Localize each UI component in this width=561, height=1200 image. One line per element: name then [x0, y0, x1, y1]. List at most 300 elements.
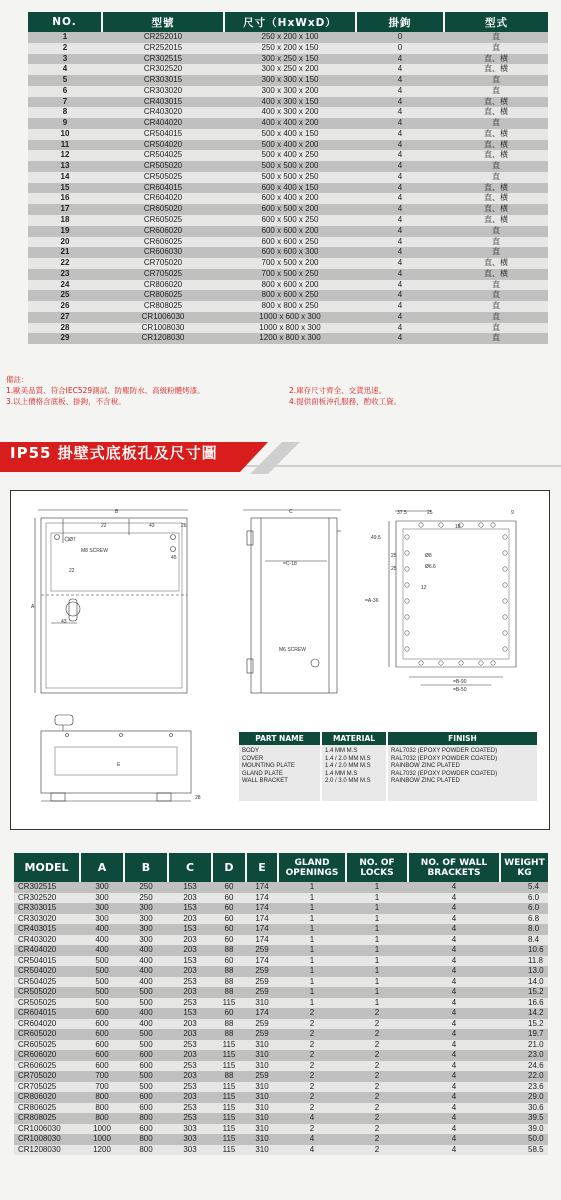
- cell-weight: 14.2: [500, 1008, 548, 1019]
- row-no: 25: [28, 290, 102, 301]
- cell-weight: 6.8: [500, 914, 548, 925]
- header-d: D: [212, 853, 246, 882]
- cell-d: 115: [212, 1145, 246, 1156]
- cell-b: 300: [124, 924, 168, 935]
- table-row: [28, 97, 548, 108]
- cell-a: 600: [80, 1040, 124, 1051]
- cell-gland: 1: [278, 987, 346, 998]
- row-type: 直: [444, 280, 548, 291]
- table-row: [14, 977, 548, 988]
- dim-b90: =B-90: [453, 679, 467, 685]
- row-type: 直: [444, 75, 548, 86]
- row-hooks: 4: [356, 204, 444, 215]
- row-no: 6: [28, 86, 102, 97]
- row-hooks: 4: [356, 172, 444, 183]
- cell-a: 300: [80, 903, 124, 914]
- cell-a: 1200: [80, 1145, 124, 1156]
- cell-weight: 16.6: [500, 998, 548, 1009]
- cell-d: 60: [212, 893, 246, 904]
- table-row: [28, 75, 548, 86]
- cell-c: 253: [168, 977, 212, 988]
- cell-e: 310: [246, 1050, 278, 1061]
- material-value: 1.4 MM M.S: [325, 748, 358, 754]
- part-name: BODY: [242, 748, 260, 754]
- cell-locks: 1: [346, 998, 408, 1009]
- dim-49-5: 49.5: [371, 535, 381, 541]
- row-hooks: 4: [356, 247, 444, 258]
- cell-c: 203: [168, 893, 212, 904]
- cell-gland: 1: [278, 956, 346, 967]
- cell-model: CR504020: [14, 966, 80, 977]
- row-hooks: 0: [356, 32, 444, 43]
- dim-18: 18: [455, 524, 461, 530]
- finish-value: RAINBOW ZINC PLATED: [391, 778, 460, 785]
- cell-a: 800: [80, 1092, 124, 1103]
- cell-a: 500: [80, 998, 124, 1009]
- row-hooks: 4: [356, 215, 444, 226]
- row-hooks: 4: [356, 269, 444, 280]
- dim-b: B: [115, 509, 119, 515]
- cell-locks: 1: [346, 977, 408, 988]
- row-dimensions: 400 x 300 x 150: [224, 97, 356, 108]
- cell-b: 400: [124, 966, 168, 977]
- cell-c: 253: [168, 1103, 212, 1114]
- cell-c: 303: [168, 1145, 212, 1156]
- cell-d: 88: [212, 1029, 246, 1040]
- cell-model: CR605025: [14, 1040, 80, 1051]
- row-model: CR303020: [102, 86, 224, 97]
- row-dimensions: 600 x 500 x 200: [224, 204, 356, 215]
- table-row: [28, 183, 548, 194]
- row-no: 7: [28, 97, 102, 108]
- dim-a: A: [31, 604, 35, 610]
- dim-a36: =A-36: [365, 598, 379, 604]
- cell-a: 300: [80, 882, 124, 893]
- cell-model: CR403015: [14, 924, 80, 935]
- row-type: 直、橫: [444, 269, 548, 280]
- header-locks: NO. OF LOCKS: [346, 853, 408, 882]
- cell-brackets: 4: [408, 1082, 500, 1093]
- label-m8-screw: M8 SCREW: [81, 548, 108, 554]
- cell-e: 310: [246, 1040, 278, 1051]
- row-dimensions: 600 x 600 x 250: [224, 237, 356, 248]
- row-model: CR605025: [102, 215, 224, 226]
- note-4: 4.提供面板沖孔服務，酌收工資。: [289, 397, 402, 406]
- part-name: COVER: [242, 755, 264, 762]
- cell-b: 500: [124, 1071, 168, 1082]
- cell-d: 115: [212, 1050, 246, 1061]
- table-row: [28, 43, 548, 54]
- header-part-name: PART NAME: [239, 732, 321, 745]
- table-row: [14, 1029, 548, 1040]
- cell-locks: 2: [346, 1082, 408, 1093]
- cell-gland: 2: [278, 1040, 346, 1051]
- cell-c: 253: [168, 998, 212, 1009]
- cell-brackets: 4: [408, 998, 500, 1009]
- cell-model: CR1008030: [14, 1134, 80, 1145]
- row-dimensions: 800 x 800 x 250: [224, 301, 356, 312]
- header-type: 型式: [444, 12, 548, 32]
- row-hooks: 4: [356, 75, 444, 86]
- row-model: CR605020: [102, 204, 224, 215]
- cell-b: 600: [124, 1103, 168, 1114]
- row-model: CR403020: [102, 107, 224, 118]
- cell-model: CR504015: [14, 956, 80, 967]
- row-dimensions: 700 x 500 x 250: [224, 269, 356, 280]
- cell-e: 174: [246, 956, 278, 967]
- cell-c: 153: [168, 1008, 212, 1019]
- row-dimensions: 1000 x 600 x 300: [224, 312, 356, 323]
- cell-d: 88: [212, 1019, 246, 1030]
- cell-d: 115: [212, 998, 246, 1009]
- cell-brackets: 4: [408, 966, 500, 977]
- materials-cell: [321, 745, 387, 801]
- row-dimensions: 500 x 500 x 250: [224, 172, 356, 183]
- cell-brackets: 4: [408, 903, 500, 914]
- cell-weight: 15.2: [500, 1019, 548, 1030]
- cell-weight: 11.8: [500, 956, 548, 967]
- row-type: 直、橫: [444, 54, 548, 65]
- row-model: CR705020: [102, 258, 224, 269]
- table-row: [28, 118, 548, 129]
- row-no: 27: [28, 312, 102, 323]
- cell-d: 88: [212, 1071, 246, 1082]
- row-hooks: 4: [356, 64, 444, 75]
- dim-43: 43: [149, 523, 155, 529]
- cell-d: 60: [212, 924, 246, 935]
- part-names-cell: [239, 745, 321, 801]
- cell-weight: 23.6: [500, 1082, 548, 1093]
- row-hooks: 4: [356, 333, 444, 344]
- cell-model: CR806020: [14, 1092, 80, 1103]
- cell-e: 259: [246, 1029, 278, 1040]
- table-row: [14, 945, 548, 956]
- row-type: 直、橫: [444, 140, 548, 151]
- row-model: CR404020: [102, 118, 224, 129]
- header-b: B: [124, 853, 168, 882]
- model-spec-table: [14, 853, 548, 1155]
- finishes-cell: [387, 745, 537, 801]
- row-model: CR505025: [102, 172, 224, 183]
- table-row: [28, 86, 548, 97]
- cell-a: 400: [80, 945, 124, 956]
- cell-a: 700: [80, 1082, 124, 1093]
- row-no: 19: [28, 226, 102, 237]
- row-no: 12: [28, 150, 102, 161]
- cell-e: 174: [246, 924, 278, 935]
- table-row: [14, 987, 548, 998]
- row-no: 16: [28, 193, 102, 204]
- cell-c: 153: [168, 882, 212, 893]
- cell-brackets: 4: [408, 1008, 500, 1019]
- table-row: [28, 280, 548, 291]
- cell-d: 60: [212, 956, 246, 967]
- dim-43b: 43: [61, 619, 67, 625]
- row-dimensions: 500 x 400 x 150: [224, 129, 356, 140]
- row-model: CR606025: [102, 237, 224, 248]
- cell-locks: 1: [346, 914, 408, 925]
- table-row: [28, 323, 548, 334]
- cell-a: 1000: [80, 1134, 124, 1145]
- row-type: 直: [444, 312, 548, 323]
- cell-b: 400: [124, 956, 168, 967]
- cell-a: 400: [80, 935, 124, 946]
- cell-d: 60: [212, 903, 246, 914]
- cell-c: 203: [168, 935, 212, 946]
- row-type: 直: [444, 161, 548, 172]
- dim-9: 9: [511, 510, 514, 516]
- cell-b: 250: [124, 882, 168, 893]
- cell-a: 600: [80, 1061, 124, 1072]
- cell-locks: 1: [346, 966, 408, 977]
- row-model: CR806025: [102, 290, 224, 301]
- cell-weight: 19.7: [500, 1029, 548, 1040]
- row-model: CR504025: [102, 150, 224, 161]
- cell-brackets: 4: [408, 1134, 500, 1145]
- cell-b: 400: [124, 1008, 168, 1019]
- cell-weight: 21.0: [500, 1040, 548, 1051]
- table-row: [28, 301, 548, 312]
- cell-c: 203: [168, 914, 212, 925]
- row-no: 8: [28, 107, 102, 118]
- part-name: GLAND PLATE: [242, 770, 283, 777]
- table-row: [28, 247, 548, 258]
- cell-model: CR505020: [14, 987, 80, 998]
- cell-e: 174: [246, 893, 278, 904]
- cell-gland: 2: [278, 1082, 346, 1093]
- cell-c: 153: [168, 924, 212, 935]
- row-dimensions: 300 x 300 x 150: [224, 75, 356, 86]
- cell-d: 115: [212, 1113, 246, 1124]
- cell-model: CR604015: [14, 1008, 80, 1019]
- row-dimensions: 600 x 400 x 150: [224, 183, 356, 194]
- cell-a: 300: [80, 914, 124, 925]
- row-no: 18: [28, 215, 102, 226]
- cell-a: 500: [80, 956, 124, 967]
- cell-brackets: 4: [408, 882, 500, 893]
- header-c: C: [168, 853, 212, 882]
- cell-c: 253: [168, 1040, 212, 1051]
- row-no: 1: [28, 32, 102, 43]
- row-type: 直、橫: [444, 204, 548, 215]
- cell-d: 60: [212, 914, 246, 925]
- cell-a: 800: [80, 1113, 124, 1124]
- dim-22a: 22: [101, 523, 107, 529]
- table-row: [14, 935, 548, 946]
- cell-model: CR705025: [14, 1082, 80, 1093]
- row-type: 直: [444, 290, 548, 301]
- part-name: MOUNTING PLATE: [242, 763, 295, 770]
- cell-gland: 1: [278, 882, 346, 893]
- row-model: CR302520: [102, 64, 224, 75]
- row-no: 17: [28, 204, 102, 215]
- dim-25b: 25: [391, 553, 397, 559]
- row-no: 5: [28, 75, 102, 86]
- table-row: [14, 1124, 548, 1135]
- table-row: [14, 1008, 548, 1019]
- table-row: [28, 204, 548, 215]
- dimension-drawing-panel: [10, 490, 550, 830]
- row-model: CR808025: [102, 301, 224, 312]
- table-row: [14, 1040, 548, 1051]
- cell-e: 310: [246, 1134, 278, 1145]
- table-row: [14, 1019, 548, 1030]
- cell-model: CR604020: [14, 1019, 80, 1030]
- cell-weight: 15.2: [500, 987, 548, 998]
- dim-12: 12: [421, 585, 427, 591]
- cell-model: CR302520: [14, 893, 80, 904]
- row-type: 直: [444, 226, 548, 237]
- cell-c: 203: [168, 966, 212, 977]
- table-row: [14, 1082, 548, 1093]
- header-no: NO.: [28, 12, 102, 32]
- cell-gland: 1: [278, 935, 346, 946]
- cell-model: CR505025: [14, 998, 80, 1009]
- material-value: 2.0 / 3.0 MM M.S: [325, 778, 371, 785]
- cell-e: 174: [246, 914, 278, 925]
- table-row: [28, 215, 548, 226]
- table-row: [14, 1071, 548, 1082]
- cell-c: 253: [168, 1061, 212, 1072]
- row-type: 直: [444, 323, 548, 334]
- cell-d: 115: [212, 1040, 246, 1051]
- row-hooks: 4: [356, 183, 444, 194]
- cell-brackets: 4: [408, 1124, 500, 1135]
- cell-b: 500: [124, 1082, 168, 1093]
- row-type: 直、橫: [444, 183, 548, 194]
- cell-brackets: 4: [408, 1061, 500, 1072]
- table-row: [28, 54, 548, 65]
- cell-locks: 2: [346, 1103, 408, 1114]
- cell-weight: 50.0: [500, 1134, 548, 1145]
- cell-gland: 2: [278, 1008, 346, 1019]
- finish-value: RAL7032 (EPOXY POWDER COATED): [391, 770, 498, 777]
- cell-locks: 2: [346, 1124, 408, 1135]
- cell-b: 300: [124, 914, 168, 925]
- part-name: WALL BRACKET: [242, 778, 288, 785]
- cell-c: 203: [168, 1092, 212, 1103]
- cell-e: 174: [246, 903, 278, 914]
- cell-model: CR808025: [14, 1113, 80, 1124]
- cell-gland: 1: [278, 914, 346, 925]
- cell-model: CR806025: [14, 1103, 80, 1114]
- cell-c: 153: [168, 903, 212, 914]
- header-material: MATERIAL: [321, 732, 387, 745]
- cell-weight: 58.5: [500, 1145, 548, 1156]
- cell-locks: 1: [346, 945, 408, 956]
- row-dimensions: 500 x 400 x 250: [224, 150, 356, 161]
- table-row: [14, 1145, 548, 1156]
- cell-d: 115: [212, 1082, 246, 1093]
- row-model: CR504015: [102, 129, 224, 140]
- cell-d: 88: [212, 966, 246, 977]
- dim-25: 25: [427, 510, 433, 516]
- cell-locks: 2: [346, 1145, 408, 1156]
- row-dimensions: 500 x 400 x 200: [224, 140, 356, 151]
- cell-gland: 1: [278, 924, 346, 935]
- cell-model: CR504025: [14, 977, 80, 988]
- cell-e: 310: [246, 1124, 278, 1135]
- banner-title: IP55 掛壁式底板孔及尺寸圖: [10, 444, 218, 462]
- cell-c: 253: [168, 1113, 212, 1124]
- row-hooks: 4: [356, 86, 444, 97]
- table-row: [28, 150, 548, 161]
- cell-c: 203: [168, 1029, 212, 1040]
- cell-b: 300: [124, 935, 168, 946]
- cell-locks: 1: [346, 935, 408, 946]
- cell-b: 500: [124, 1029, 168, 1040]
- row-hooks: 4: [356, 301, 444, 312]
- cell-gland: 1: [278, 945, 346, 956]
- cell-e: 259: [246, 987, 278, 998]
- cell-a: 500: [80, 987, 124, 998]
- cell-c: 253: [168, 1082, 212, 1093]
- cell-gland: 1: [278, 998, 346, 1009]
- cell-e: 310: [246, 1113, 278, 1124]
- row-type: 直、橫: [444, 150, 548, 161]
- cell-d: 60: [212, 882, 246, 893]
- row-type: 直: [444, 247, 548, 258]
- row-dimensions: 300 x 300 x 200: [224, 86, 356, 97]
- cell-a: 600: [80, 1019, 124, 1030]
- cell-a: 500: [80, 966, 124, 977]
- row-model: CR302515: [102, 54, 224, 65]
- row-dimensions: 600 x 600 x 300: [224, 247, 356, 258]
- table-row: [14, 914, 548, 925]
- cell-weight: 22.0: [500, 1071, 548, 1082]
- cell-a: 800: [80, 1103, 124, 1114]
- row-dimensions: 800 x 600 x 200: [224, 280, 356, 291]
- cell-b: 250: [124, 893, 168, 904]
- cell-b: 500: [124, 998, 168, 1009]
- cell-gland: 2: [278, 1050, 346, 1061]
- note-3: 3.以上價格含底板、掛鉤，不含稅。: [6, 397, 126, 406]
- cell-brackets: 4: [408, 1019, 500, 1030]
- row-hooks: 4: [356, 150, 444, 161]
- cell-b: 800: [124, 1134, 168, 1145]
- cell-brackets: 4: [408, 914, 500, 925]
- header-finish: FINISH: [387, 732, 537, 745]
- cell-a: 600: [80, 1029, 124, 1040]
- cell-weight: 6.0: [500, 893, 548, 904]
- cell-b: 600: [124, 1124, 168, 1135]
- cell-locks: 2: [346, 1092, 408, 1103]
- section-banner: [0, 438, 300, 474]
- cell-c: 303: [168, 1124, 212, 1135]
- cell-e: 174: [246, 935, 278, 946]
- row-type: 直: [444, 172, 548, 183]
- cell-b: 500: [124, 987, 168, 998]
- dim-6-6: Ø6.6: [425, 564, 436, 570]
- cell-model: CR606025: [14, 1061, 80, 1072]
- cell-gland: 1: [278, 903, 346, 914]
- cell-model: CR606020: [14, 1050, 80, 1061]
- row-dimensions: 250 x 200 x 150: [224, 43, 356, 54]
- table-row: [14, 1134, 548, 1145]
- cell-weight: 6.0: [500, 903, 548, 914]
- cell-brackets: 4: [408, 935, 500, 946]
- cell-brackets: 4: [408, 1092, 500, 1103]
- cell-d: 115: [212, 1061, 246, 1072]
- cell-locks: 2: [346, 1050, 408, 1061]
- row-type: 直: [444, 86, 548, 97]
- row-model: CR252015: [102, 43, 224, 54]
- row-type: 直、橫: [444, 97, 548, 108]
- row-type: 直: [444, 237, 548, 248]
- cell-model: CR404020: [14, 945, 80, 956]
- table-row: [14, 1113, 548, 1124]
- cell-a: 700: [80, 1071, 124, 1082]
